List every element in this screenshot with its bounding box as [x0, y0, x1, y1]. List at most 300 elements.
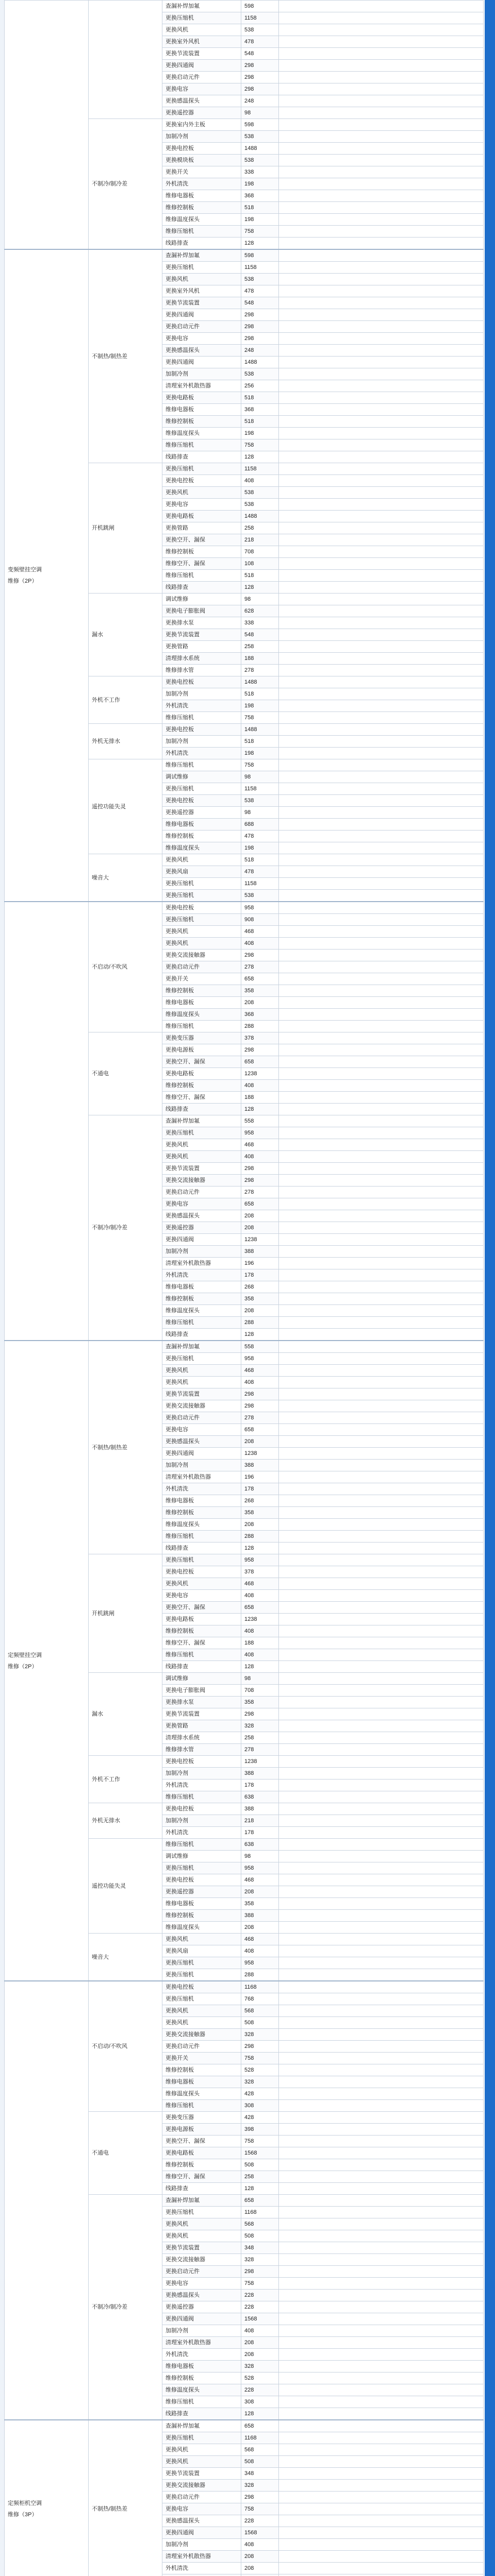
repair-price: 278	[241, 1744, 279, 1756]
empty-cell	[279, 2551, 484, 2563]
repair-price: 128	[241, 238, 279, 250]
repair-item: 加制冷剂	[162, 2539, 241, 2551]
repair-item: 更换启动元件	[162, 72, 241, 83]
repair-item: 更换启动元件	[162, 1412, 241, 1424]
repair-price: 298	[241, 60, 279, 72]
repair-price: 98	[241, 107, 279, 119]
repair-price: 408	[241, 938, 279, 950]
empty-cell	[279, 155, 484, 166]
empty-cell	[279, 1886, 484, 1898]
empty-cell	[279, 249, 484, 262]
empty-cell	[279, 2088, 484, 2100]
repair-price: 658	[241, 2420, 279, 2432]
repair-price: 758	[241, 226, 279, 238]
empty-cell	[279, 594, 484, 605]
repair-price: 208	[241, 2349, 279, 2361]
empty-cell	[279, 973, 484, 985]
repair-item: 更换电容	[162, 1424, 241, 1436]
repair-item: 更换风机	[162, 487, 241, 499]
repair-item: 维修压缩机	[162, 2396, 241, 2408]
repair-price: 528	[241, 2064, 279, 2076]
repair-price: 298	[241, 321, 279, 333]
empty-cell	[279, 1341, 484, 1353]
empty-cell	[279, 854, 484, 866]
repair-price: 538	[241, 368, 279, 380]
empty-cell	[279, 2230, 484, 2242]
repair-price: 128	[241, 451, 279, 463]
fault-cell: 噪音大	[89, 1934, 162, 1981]
empty-cell	[279, 1874, 484, 1886]
repair-item: 维修电器板	[162, 2361, 241, 2372]
empty-cell	[279, 2527, 484, 2539]
empty-cell	[279, 214, 484, 226]
empty-cell	[279, 1815, 484, 1827]
empty-cell	[279, 617, 484, 629]
repair-item: 维修压缩机	[162, 570, 241, 582]
repair-item: 更换四通阀	[162, 2313, 241, 2325]
empty-cell	[279, 582, 484, 594]
empty-cell	[279, 404, 484, 416]
model-cell	[5, 249, 89, 902]
repair-item: 更换空开、漏保	[162, 1602, 241, 1614]
repair-price: 468	[241, 1874, 279, 1886]
repair-item: 外机清洗	[162, 2349, 241, 2361]
repair-item: 更换电控板	[162, 1803, 241, 1815]
empty-cell	[279, 985, 484, 997]
repair-price: 328	[241, 2480, 279, 2492]
empty-cell	[279, 1519, 484, 1531]
empty-cell	[279, 416, 484, 428]
repair-item: 加制冷剂	[162, 131, 241, 143]
repair-price: 256	[241, 380, 279, 392]
empty-cell	[279, 783, 484, 795]
repair-price: 198	[241, 178, 279, 190]
repair-item: 加制冷剂	[162, 688, 241, 700]
repair-item: 更换遥控器	[162, 1222, 241, 1234]
fault-cell: 漏水	[89, 1673, 162, 1756]
repair-item: 更换模块板	[162, 155, 241, 166]
repair-item: 调试维修	[162, 594, 241, 605]
repair-price: 218	[241, 1815, 279, 1827]
repair-price: 1568	[241, 2527, 279, 2539]
repair-item: 维修空开、漏保	[162, 2171, 241, 2183]
empty-cell	[279, 487, 484, 499]
repair-item: 更换室内外主板	[162, 119, 241, 131]
fault-cell: 开机跳闸	[89, 1554, 162, 1673]
empty-cell	[279, 2100, 484, 2112]
empty-cell	[279, 2325, 484, 2337]
repair-item: 维修压缩机	[162, 439, 241, 451]
repair-item: 外机清洗	[162, 2563, 241, 2574]
repair-item: 外机清洗	[162, 1483, 241, 1495]
repair-item: 更换节流装置	[162, 629, 241, 641]
empty-cell	[279, 1269, 484, 1281]
repair-price: 308	[241, 2100, 279, 2112]
repair-price: 518	[241, 736, 279, 748]
empty-cell	[279, 1175, 484, 1187]
empty-cell	[279, 1436, 484, 1448]
repair-price: 958	[241, 1957, 279, 1969]
repair-item: 线路排查	[162, 238, 241, 250]
repair-price: 1488	[241, 143, 279, 155]
repair-price: 518	[241, 570, 279, 582]
repair-item: 维修空开、漏保	[162, 1637, 241, 1649]
empty-cell	[279, 1246, 484, 1258]
repair-item: 更换电路板	[162, 1068, 241, 1080]
empty-cell	[279, 2218, 484, 2230]
repair-price: 178	[241, 1483, 279, 1495]
empty-cell	[279, 345, 484, 357]
empty-cell	[279, 83, 484, 95]
repair-item: 维修压缩机	[162, 1839, 241, 1851]
repair-price: 568	[241, 2444, 279, 2456]
repair-item: 更换管路	[162, 1720, 241, 1732]
repair-item: 维修温度探头	[162, 428, 241, 439]
repair-price: 538	[241, 24, 279, 36]
repair-price: 298	[241, 1400, 279, 1412]
repair-price: 258	[241, 2171, 279, 2183]
empty-cell	[279, 819, 484, 831]
repair-price: 518	[241, 688, 279, 700]
repair-item: 维修温度探头	[162, 1922, 241, 1934]
repair-item: 查漏补焊加氟	[162, 1115, 241, 1127]
repair-price: 538	[241, 499, 279, 511]
repair-item: 更换启动元件	[162, 321, 241, 333]
repair-item: 线路排查	[162, 451, 241, 463]
repair-price: 958	[241, 1554, 279, 1566]
repair-item: 维修压缩机	[162, 2100, 241, 2112]
repair-price: 298	[241, 1163, 279, 1175]
repair-price: 196	[241, 1471, 279, 1483]
repair-item: 清理室外机散热器	[162, 1471, 241, 1483]
repair-item: 更换交流接触器	[162, 2254, 241, 2266]
repair-price: 328	[241, 2361, 279, 2372]
empty-cell	[279, 190, 484, 202]
repair-item: 加制冷剂	[162, 1246, 241, 1258]
repair-price: 298	[241, 1708, 279, 1720]
empty-cell	[279, 1507, 484, 1519]
repair-item: 维修温度探头	[162, 214, 241, 226]
empty-cell	[279, 1945, 484, 1957]
repair-price: 278	[241, 961, 279, 973]
empty-cell	[279, 1412, 484, 1424]
empty-cell	[279, 392, 484, 404]
empty-cell	[279, 1424, 484, 1436]
repair-item: 维修控制板	[162, 202, 241, 214]
repair-price: 408	[241, 2539, 279, 2551]
repair-price: 128	[241, 2408, 279, 2420]
empty-cell	[279, 1614, 484, 1625]
empty-cell	[279, 48, 484, 60]
repair-item: 更换感温探头	[162, 1210, 241, 1222]
fault-cell: 遥控功能失灵	[89, 759, 162, 854]
repair-price: 408	[241, 1377, 279, 1388]
repair-item: 更换风机	[162, 24, 241, 36]
repair-price: 178	[241, 1780, 279, 1791]
empty-cell	[279, 558, 484, 570]
empty-cell	[279, 95, 484, 107]
repair-item: 更换室外风机	[162, 285, 241, 297]
empty-cell	[279, 1139, 484, 1151]
repair-price: 128	[241, 1543, 279, 1554]
repair-item: 更换四通阀	[162, 60, 241, 72]
empty-cell	[279, 2254, 484, 2266]
empty-cell	[279, 997, 484, 1009]
empty-cell	[279, 2207, 484, 2218]
empty-cell	[279, 1115, 484, 1127]
empty-cell	[279, 2242, 484, 2254]
repair-price: 298	[241, 1175, 279, 1187]
empty-cell	[279, 866, 484, 878]
repair-price: 308	[241, 2396, 279, 2408]
repair-price: 128	[241, 582, 279, 594]
repair-item: 线路排查	[162, 582, 241, 594]
empty-cell	[279, 546, 484, 558]
empty-cell	[279, 368, 484, 380]
empty-cell	[279, 890, 484, 902]
repair-price: 338	[241, 166, 279, 178]
empty-cell	[279, 1044, 484, 1056]
repair-item: 更换交流接触器	[162, 1400, 241, 1412]
repair-item: 更换压缩机	[162, 1862, 241, 1874]
empty-cell	[279, 700, 484, 712]
empty-cell	[279, 511, 484, 522]
empty-cell	[279, 1258, 484, 1269]
empty-cell	[279, 309, 484, 321]
empty-cell	[279, 1281, 484, 1293]
repair-item: 更换电容	[162, 1590, 241, 1602]
empty-cell	[279, 2112, 484, 2124]
empty-cell	[279, 357, 484, 368]
repair-price: 128	[241, 2183, 279, 2195]
empty-cell	[279, 1673, 484, 1685]
repair-price: 258	[241, 1732, 279, 1744]
empty-cell	[279, 202, 484, 214]
fault-cell: 漏水	[89, 594, 162, 676]
empty-cell	[279, 2468, 484, 2480]
repair-price: 218	[241, 534, 279, 546]
repair-price: 478	[241, 36, 279, 48]
repair-price: 468	[241, 1139, 279, 1151]
empty-cell	[279, 712, 484, 724]
empty-cell	[279, 831, 484, 842]
repair-item: 维修电器板	[162, 1281, 241, 1293]
fault-cell: 开机跳闸	[89, 463, 162, 594]
repair-price: 1238	[241, 1448, 279, 1460]
repair-price: 508	[241, 2456, 279, 2468]
empty-cell	[279, 1993, 484, 2005]
repair-item: 维修压缩机	[162, 1317, 241, 1329]
model-capacity: 维修（2P）	[8, 578, 38, 584]
repair-price: 1238	[241, 1614, 279, 1625]
empty-cell	[279, 439, 484, 451]
right-scroll-strip	[485, 0, 495, 2576]
repair-price: 1238	[241, 1234, 279, 1246]
repair-price: 1168	[241, 2207, 279, 2218]
repair-price: 1568	[241, 2147, 279, 2159]
repair-price: 1168	[241, 1981, 279, 1993]
repair-item: 调试维修	[162, 771, 241, 783]
repair-item: 更换风机	[162, 2230, 241, 2242]
repair-item: 更换电路板	[162, 1614, 241, 1625]
repair-price: 1568	[241, 2313, 279, 2325]
repair-item: 更换遥控器	[162, 107, 241, 119]
repair-price: 628	[241, 605, 279, 617]
repair-item: 更换变压器	[162, 1032, 241, 1044]
empty-cell	[279, 1543, 484, 1554]
empty-cell	[279, 2444, 484, 2456]
repair-price: 348	[241, 2468, 279, 2480]
repair-item: 维修压缩机	[162, 1649, 241, 1661]
repair-item: 更换风机	[162, 1377, 241, 1388]
repair-price: 378	[241, 1032, 279, 1044]
empty-cell	[279, 119, 484, 131]
repair-price: 1238	[241, 1756, 279, 1768]
empty-cell	[279, 1329, 484, 1341]
empty-cell	[279, 1068, 484, 1080]
empty-cell	[279, 1234, 484, 1246]
repair-item: 维修压缩机	[162, 759, 241, 771]
repair-item: 更换电容	[162, 2503, 241, 2515]
repair-price: 298	[241, 83, 279, 95]
empty-cell	[279, 2384, 484, 2396]
empty-cell	[279, 2574, 484, 2576]
repair-price: 298	[241, 1044, 279, 1056]
repair-item: 更换风机	[162, 2005, 241, 2017]
repair-item: 维修控制板	[162, 1625, 241, 1637]
repair-price: 758	[241, 2503, 279, 2515]
empty-cell	[279, 641, 484, 653]
repair-price: 408	[241, 1625, 279, 1637]
repair-price: 408	[241, 1945, 279, 1957]
repair-item: 更换感温探头	[162, 2290, 241, 2301]
empty-cell	[279, 629, 484, 641]
repair-price: 1488	[241, 724, 279, 736]
repair-item: 更换压缩机	[162, 890, 241, 902]
empty-cell	[279, 2005, 484, 2017]
empty-cell	[279, 2076, 484, 2088]
repair-price: 208	[241, 997, 279, 1009]
repair-price: 658	[241, 1198, 279, 1210]
repair-item: 更换开关	[162, 973, 241, 985]
repair-item: 更换节流装置	[162, 297, 241, 309]
repair-price: 268	[241, 1495, 279, 1507]
empty-cell	[279, 2372, 484, 2384]
repair-item: 更换风机	[162, 1934, 241, 1945]
repair-item: 更换管路	[162, 522, 241, 534]
repair-price: 958	[241, 1353, 279, 1365]
repair-item: 维修控制板	[162, 2372, 241, 2384]
repair-price: 368	[241, 1009, 279, 1021]
repair-item: 更换压缩机	[162, 1969, 241, 1981]
repair-price: 1158	[241, 262, 279, 274]
empty-cell	[279, 2349, 484, 2361]
empty-cell	[279, 2456, 484, 2468]
repair-item: 更换启动元件	[162, 2492, 241, 2503]
empty-cell	[279, 759, 484, 771]
repair-item: 更换空开、漏保	[162, 534, 241, 546]
repair-price: 198	[241, 214, 279, 226]
empty-cell	[279, 1661, 484, 1673]
repair-item: 更换风机	[162, 1139, 241, 1151]
model-capacity: 维修（3P）	[8, 2512, 38, 2518]
repair-item: 维修控制板	[162, 1293, 241, 1305]
empty-cell	[279, 2029, 484, 2041]
repair-price: 468	[241, 1365, 279, 1377]
repair-price: 598	[241, 1, 279, 12]
empty-cell	[279, 178, 484, 190]
empty-cell	[279, 914, 484, 926]
repair-item: 外机清洗	[162, 1827, 241, 1839]
empty-cell	[279, 688, 484, 700]
empty-cell	[279, 1981, 484, 1993]
repair-item: 加制冷剂	[162, 1768, 241, 1780]
repair-price: 1488	[241, 676, 279, 688]
repair-price: 358	[241, 1507, 279, 1519]
empty-cell	[279, 665, 484, 676]
empty-cell	[279, 24, 484, 36]
repair-price: 538	[241, 274, 279, 285]
empty-cell	[279, 475, 484, 487]
empty-cell	[279, 2313, 484, 2325]
fault-cell: 不通电	[89, 2112, 162, 2195]
repair-price: 178	[241, 1269, 279, 1281]
repair-price: 598	[241, 119, 279, 131]
repair-item: 外机清洗	[162, 748, 241, 759]
empty-cell	[279, 1080, 484, 1092]
repair-item: 清理排水系统	[162, 653, 241, 665]
repair-item: 更换电子膨胀阀	[162, 1685, 241, 1697]
repair-price: 208	[241, 1305, 279, 1317]
repair-item: 更换节流装置	[162, 2242, 241, 2254]
repair-price: 288	[241, 1317, 279, 1329]
table-row	[5, 1, 484, 12]
empty-cell	[279, 1780, 484, 1791]
repair-price: 408	[241, 1649, 279, 1661]
repair-item: 更换电源板	[162, 1044, 241, 1056]
repair-item: 维修温度探头	[162, 1519, 241, 1531]
repair-price: 98	[241, 594, 279, 605]
repair-item: 更换空开、漏保	[162, 2136, 241, 2147]
repair-item: 外机清洗	[162, 178, 241, 190]
empty-cell	[279, 36, 484, 48]
repair-item: 更换节流装置	[162, 48, 241, 60]
fault-cell	[89, 1, 162, 119]
repair-price: 228	[241, 2290, 279, 2301]
repair-item: 维修电器板	[162, 1898, 241, 1910]
empty-cell	[279, 1957, 484, 1969]
empty-cell	[279, 2432, 484, 2444]
repair-price: 708	[241, 546, 279, 558]
repair-item: 更换压缩机	[162, 2432, 241, 2444]
empty-cell	[279, 2396, 484, 2408]
price-table-wrapper	[4, 0, 484, 2576]
repair-item: 维修控制板	[162, 831, 241, 842]
table-row	[5, 902, 484, 914]
empty-cell	[279, 2337, 484, 2349]
repair-item: 清理排水系统	[162, 1732, 241, 1744]
repair-price: 758	[241, 712, 279, 724]
empty-cell	[279, 748, 484, 759]
repair-item: 维修电器板	[162, 1495, 241, 1507]
empty-cell	[279, 1210, 484, 1222]
repair-price: 128	[241, 1104, 279, 1115]
repair-price: 1158	[241, 463, 279, 475]
repair-price: 538	[241, 155, 279, 166]
empty-cell	[279, 2539, 484, 2551]
repair-price: 288	[241, 1969, 279, 1981]
empty-cell	[279, 2361, 484, 2372]
